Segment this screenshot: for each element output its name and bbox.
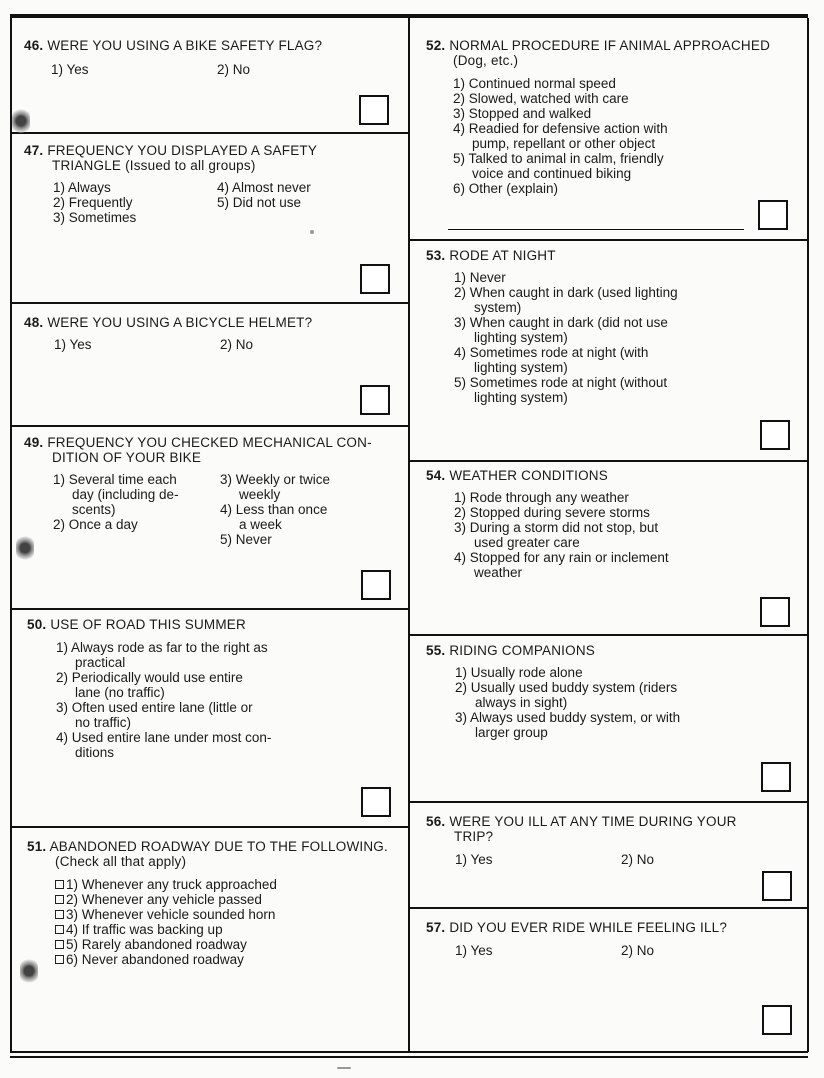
question-title: DID YOU EVER RIDE WHILE FEELING ILL?: [449, 920, 728, 935]
option-always-rode-far-right[interactable]: 1) Always rode as far to the right as: [56, 640, 268, 655]
question-51: [27, 839, 407, 1049]
answer-box-56[interactable]: [762, 871, 792, 901]
option-no[interactable]: 2) No: [621, 852, 655, 867]
option-often-entire-lane[interactable]: 3) Often used entire lane (little or: [56, 700, 253, 715]
option-line-continued: day (including de-: [72, 487, 179, 502]
question-47: [24, 143, 404, 301]
option-did-not-use[interactable]: 5) Did not use: [217, 195, 302, 210]
option-no[interactable]: 2) No: [621, 943, 655, 958]
option-rode-through-any-weather[interactable]: 1) Rode through any weather: [454, 490, 629, 505]
question-title: RODE AT NIGHT: [449, 248, 556, 263]
option-stopped-walked[interactable]: 3) Stopped and walked: [453, 106, 592, 121]
option-several-times-each-day[interactable]: 1) Several time each: [53, 472, 177, 487]
bottom-rule-2: [10, 1056, 808, 1058]
right-column-border: [807, 18, 809, 1052]
question-57: [426, 920, 804, 1048]
option-line-continued: lighting system): [474, 390, 568, 405]
option-line-continued: used greater care: [474, 535, 580, 550]
question-57-heading: [426, 920, 804, 935]
option-slowed-watched[interactable]: 2) Slowed, watched with care: [453, 91, 629, 106]
binder-hole-mark: [12, 108, 30, 134]
checkbox-icon[interactable]: [55, 955, 64, 964]
option-entire-lane-most-conditions[interactable]: 4) Used entire lane under most con-: [56, 730, 272, 745]
answer-box-53[interactable]: [760, 420, 790, 450]
option-label: 5) Rarely abandoned roadway: [66, 937, 247, 952]
option-line-continued: ditions: [75, 745, 115, 760]
option-always-buddy-system[interactable]: 3) Always used buddy system, or with: [455, 710, 681, 725]
option-line-continued: always in sight): [475, 695, 568, 710]
option-stopped-any-rain[interactable]: 4) Stopped for any rain or inclement: [454, 550, 669, 565]
option-label: 2) Whenever any vehicle passed: [66, 892, 262, 907]
option-caught-in-dark-no-lighting[interactable]: 3) When caught in dark (did not use: [454, 315, 668, 330]
question-title: FREQUENCY YOU CHECKED MECHANICAL CON-: [47, 435, 372, 450]
checkbox-option-sounded-horn[interactable]: [55, 907, 275, 922]
answer-box-46[interactable]: [359, 95, 389, 125]
question-title-line-2: (Check all that apply): [55, 854, 187, 869]
separator-46-47: [10, 132, 408, 134]
center-divider: [408, 18, 410, 1052]
question-title-line-2: (Dog, etc.): [453, 53, 519, 68]
checkbox-option-traffic-backing-up[interactable]: [55, 922, 223, 937]
option-line-continued: weather: [474, 565, 523, 580]
checkbox-icon[interactable]: [55, 910, 64, 919]
option-line-continued: practical: [75, 655, 126, 670]
option-line-continued: a week: [239, 517, 282, 532]
option-other-explain[interactable]: 6) Other (explain): [453, 181, 559, 196]
question-50: [27, 617, 404, 823]
separator-47-48: [10, 302, 408, 304]
question-number: 49.: [24, 435, 44, 450]
question-title: WERE YOU ILL AT ANY TIME DURING YOUR: [449, 814, 737, 829]
question-53: [426, 248, 804, 458]
separator-48-49: [10, 425, 408, 427]
question-title: ABANDONED ROADWAY DUE TO THE FOLLOWING.: [49, 839, 388, 854]
separator-55-56: [408, 801, 808, 803]
answer-box-55[interactable]: [761, 762, 791, 792]
option-line-continued: larger group: [475, 725, 548, 740]
separator-53-54: [408, 460, 808, 462]
option-label: 4) If traffic was backing up: [66, 922, 223, 937]
question-title-line-2: TRIANGLE (Issued to all groups): [52, 158, 256, 173]
question-title: USE OF ROAD THIS SUMMER: [50, 617, 246, 632]
checkbox-option-vehicle-passed[interactable]: [55, 892, 262, 907]
checkbox-option-truck-approached[interactable]: [55, 877, 277, 892]
checkbox-icon[interactable]: [55, 880, 64, 889]
option-yes[interactable]: 1) Yes: [455, 943, 493, 958]
option-less-than-once-a-week[interactable]: 4) Less than once: [220, 502, 328, 517]
option-line-continued: weekly: [239, 487, 281, 502]
question-number: 51.: [27, 839, 47, 854]
option-yes[interactable]: 1) Yes: [51, 62, 89, 77]
question-number: 56.: [426, 814, 446, 829]
option-yes[interactable]: 1) Yes: [54, 337, 92, 352]
answer-box-54[interactable]: [760, 597, 790, 627]
question-48-heading: [24, 315, 404, 330]
question-title: WEATHER CONDITIONS: [449, 468, 608, 483]
option-sometimes[interactable]: 3) Sometimes: [53, 210, 137, 225]
option-no[interactable]: 2) No: [217, 62, 251, 77]
question-number: 57.: [426, 920, 446, 935]
separator-54-55: [408, 634, 808, 636]
question-46: [24, 38, 404, 132]
question-46-heading: [24, 38, 404, 53]
question-number: 54.: [426, 468, 446, 483]
separator-52-53: [408, 239, 808, 241]
option-line-continued: lighting system): [474, 360, 568, 375]
option-usually-rode-alone[interactable]: 1) Usually rode alone: [455, 665, 583, 680]
answer-box-57[interactable]: [762, 1005, 792, 1035]
option-usually-buddy-system[interactable]: 2) Usually used buddy system (riders: [455, 680, 678, 695]
question-title: FREQUENCY YOU DISPLAYED A SAFETY: [47, 143, 318, 158]
checkbox-icon[interactable]: [55, 895, 64, 904]
question-title-line-2: TRIP?: [454, 829, 494, 844]
option-line-continued: voice and continued biking: [472, 166, 632, 181]
question-49: [24, 435, 404, 605]
bottom-rule: [10, 1051, 808, 1053]
separator-56-57: [408, 907, 808, 909]
option-caught-in-dark-used-lighting[interactable]: 2) When caught in dark (used lighting: [454, 285, 678, 300]
option-almost-never[interactable]: 4) Almost never: [217, 180, 311, 195]
question-number: 52.: [426, 38, 446, 53]
binder-hole-mark: [16, 535, 34, 561]
option-readied-defensive-action[interactable]: 4) Readied for defensive action with: [453, 121, 668, 136]
question-number: 53.: [426, 248, 446, 263]
option-once-a-day[interactable]: 2) Once a day: [53, 517, 138, 532]
option-line-continued: system): [474, 300, 522, 315]
option-label: 6) Never abandoned roadway: [66, 952, 244, 967]
option-talked-to-animal[interactable]: 5) Talked to animal in calm, friendly: [453, 151, 664, 166]
question-54: [426, 468, 804, 632]
answer-box-52[interactable]: [758, 200, 788, 230]
answer-box-49[interactable]: [361, 570, 391, 600]
question-56-heading: [426, 814, 804, 844]
question-53-heading: [426, 248, 804, 263]
question-55: [426, 643, 804, 799]
option-continued-normal-speed[interactable]: 1) Continued normal speed: [453, 76, 616, 91]
question-48: [24, 315, 404, 423]
option-periodically-entire-lane[interactable]: 2) Periodically would use entire: [56, 670, 243, 685]
option-never[interactable]: 1) Never: [454, 270, 506, 285]
option-line-continued: scents): [72, 502, 116, 517]
question-title: WERE YOU USING A BIKE SAFETY FLAG?: [47, 38, 323, 53]
question-51-heading: [27, 839, 407, 869]
scan-speck: [310, 230, 314, 234]
checkbox-option-never-abandoned[interactable]: [55, 952, 244, 967]
question-55-heading: [426, 643, 804, 658]
question-47-heading: [24, 143, 404, 173]
option-sometimes-night-without-lighting[interactable]: 5) Sometimes rode at night (without: [454, 375, 668, 390]
option-label: 3) Whenever vehicle sounded horn: [66, 907, 276, 922]
question-title: WERE YOU USING A BICYCLE HELMET?: [47, 315, 313, 330]
option-line-continued: lighting system): [474, 330, 568, 345]
question-title: RIDING COMPANIONS: [449, 643, 595, 658]
option-weekly-or-twice-weekly[interactable]: 3) Weekly or twice: [220, 472, 331, 487]
left-column-border: [10, 18, 12, 1052]
question-49-heading: [24, 435, 404, 465]
option-label: 1) Whenever any truck approached: [66, 877, 277, 892]
answer-box-48[interactable]: [360, 385, 390, 415]
option-line-continued: lane (no traffic): [75, 685, 165, 700]
separator-50-51: [10, 826, 408, 828]
question-52-heading: [426, 38, 804, 68]
answer-box-50[interactable]: [361, 787, 391, 817]
option-line-continued: pump, repellant or other object: [472, 136, 656, 151]
scan-speck: [337, 1067, 351, 1069]
question-number: 48.: [24, 315, 44, 330]
separator-49-50: [10, 608, 408, 610]
question-52: [426, 38, 804, 238]
question-number: 46.: [24, 38, 44, 53]
option-never[interactable]: 5) Never: [220, 532, 272, 547]
option-line-continued: no traffic): [75, 715, 132, 730]
checkbox-icon[interactable]: [55, 925, 64, 934]
option-storm-greater-care[interactable]: 3) During a storm did not stop, but: [454, 520, 659, 535]
explain-blank-line[interactable]: [448, 229, 744, 230]
checkbox-icon[interactable]: [55, 940, 64, 949]
question-title-line-2: DITION OF YOUR BIKE: [52, 450, 202, 465]
question-number: 50.: [27, 617, 47, 632]
option-no[interactable]: 2) No: [220, 337, 254, 352]
question-54-heading: [426, 468, 804, 483]
checkbox-option-rarely-abandoned[interactable]: [55, 937, 247, 952]
option-always[interactable]: 1) Always: [53, 180, 111, 195]
question-56: [426, 814, 804, 906]
option-stopped-severe-storms[interactable]: 2) Stopped during severe storms: [454, 505, 650, 520]
question-number: 47.: [24, 143, 44, 158]
answer-box-47[interactable]: [360, 264, 390, 294]
option-yes[interactable]: 1) Yes: [455, 852, 493, 867]
option-sometimes-night-with-lighting[interactable]: 4) Sometimes rode at night (with: [454, 345, 649, 360]
binder-hole-mark: [20, 958, 38, 984]
option-frequently[interactable]: 2) Frequently: [53, 195, 133, 210]
question-title: NORMAL PROCEDURE IF ANIMAL APPROACHED: [449, 38, 771, 53]
question-number: 55.: [426, 643, 446, 658]
question-50-heading: [27, 617, 404, 632]
